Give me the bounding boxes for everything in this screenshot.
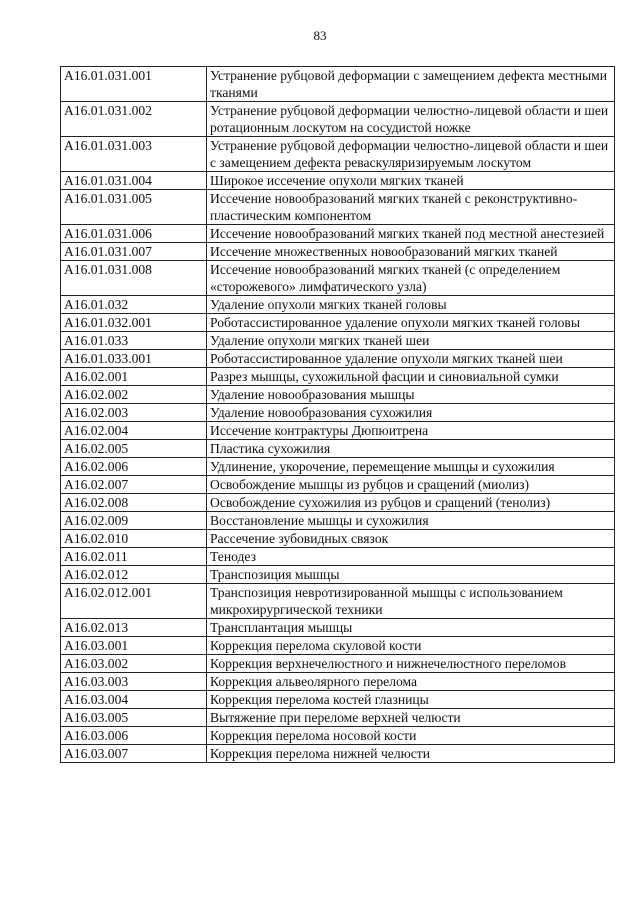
procedure-name: Коррекция перелома носовой кости (207, 727, 615, 745)
procedure-code: A16.02.001 (61, 368, 207, 386)
procedure-code: A16.02.010 (61, 530, 207, 548)
procedure-name: Удаление опухоли мягких тканей головы (207, 296, 615, 314)
procedure-name: Восстановление мышцы и сухожилия (207, 512, 615, 530)
procedure-code: A16.03.001 (61, 637, 207, 655)
table-row (61, 314, 615, 332)
procedure-code: A16.01.031.006 (61, 225, 207, 243)
procedure-name: Иссечение множественных новообразований мягких тканей (207, 243, 615, 261)
procedure-code: A16.02.011 (61, 548, 207, 566)
table-row (61, 476, 615, 494)
procedure-code: A16.02.009 (61, 512, 207, 530)
procedure-code: A16.02.008 (61, 494, 207, 512)
procedure-code: A16.03.003 (61, 673, 207, 691)
table-row (61, 404, 615, 422)
table-row (61, 548, 615, 566)
procedure-code: A16.01.032 (61, 296, 207, 314)
procedure-name: Освобождение сухожилия из рубцов и сращений (тенолиз) (207, 494, 615, 512)
procedure-name: Иссечение новообразований мягких тканей с реконструктивно-пластическим компонентом (207, 190, 615, 225)
procedure-codes-table (60, 66, 615, 763)
procedure-name: Тенодез (207, 548, 615, 566)
procedure-code: A16.03.006 (61, 727, 207, 745)
procedure-name: Широкое иссечение опухоли мягких тканей (207, 172, 615, 190)
procedure-name: Коррекция перелома костей глазницы (207, 691, 615, 709)
procedure-name: Разрез мышцы, сухожильной фасции и синовиальной сумки (207, 368, 615, 386)
procedure-name: Трансплантация мышцы (207, 619, 615, 637)
table-row (61, 440, 615, 458)
page-number: 83 (313, 28, 327, 43)
table-row (61, 673, 615, 691)
table-row (61, 691, 615, 709)
procedure-code: A16.02.006 (61, 458, 207, 476)
table-row (61, 190, 615, 225)
procedure-name: Транспозиция невротизированной мышцы с использованием микрохирургической техники (207, 584, 615, 619)
procedure-code: A16.02.003 (61, 404, 207, 422)
procedure-code: A16.02.013 (61, 619, 207, 637)
procedure-code: A16.01.031.007 (61, 243, 207, 261)
table-row (61, 458, 615, 476)
procedure-code: A16.01.031.008 (61, 261, 207, 296)
procedure-code: A16.02.012 (61, 566, 207, 584)
table-row (61, 619, 615, 637)
procedure-code: A16.03.002 (61, 655, 207, 673)
procedure-code: A16.01.031.002 (61, 102, 207, 137)
procedure-name: Удаление новообразования сухожилия (207, 404, 615, 422)
procedure-name: Иссечение контрактуры Дюпюитрена (207, 422, 615, 440)
procedure-code: A16.02.004 (61, 422, 207, 440)
procedure-name: Коррекция альвеолярного перелома (207, 673, 615, 691)
procedure-code: A16.01.032.001 (61, 314, 207, 332)
table-row (61, 350, 615, 368)
procedure-code: A16.02.002 (61, 386, 207, 404)
table-row (61, 386, 615, 404)
procedure-code: A16.01.031.001 (61, 67, 207, 102)
procedure-code: A16.03.005 (61, 709, 207, 727)
table-row (61, 137, 615, 172)
procedure-code: A16.03.007 (61, 745, 207, 763)
procedure-name: Транспозиция мышцы (207, 566, 615, 584)
procedure-name: Удаление новообразования мышцы (207, 386, 615, 404)
table-row (61, 422, 615, 440)
procedure-name: Коррекция перелома нижней челюсти (207, 745, 615, 763)
table-row (61, 566, 615, 584)
procedure-name: Рассечение зубовидных связок (207, 530, 615, 548)
table-row (61, 727, 615, 745)
procedure-name: Устранение рубцовой деформации челюстно-лицевой области и шеи с замещением дефекта реваскуляризируемым лоскутом (207, 137, 615, 172)
procedure-name: Удаление опухоли мягких тканей шеи (207, 332, 615, 350)
table-row (61, 102, 615, 137)
procedure-name: Роботассистированное удаление опухоли мягких тканей головы (207, 314, 615, 332)
procedure-code: A16.02.007 (61, 476, 207, 494)
procedure-code: A16.01.031.004 (61, 172, 207, 190)
table-row (61, 584, 615, 619)
table-row (61, 530, 615, 548)
procedure-name: Устранение рубцовой деформации челюстно-лицевой области и шеи ротационным лоскутом на сосудистой ножке (207, 102, 615, 137)
table-row (61, 296, 615, 314)
procedure-name: Вытяжение при переломе верхней челюсти (207, 709, 615, 727)
procedure-name: Коррекция перелома скуловой кости (207, 637, 615, 655)
procedure-name: Иссечение новообразований мягких тканей под местной анестезией (207, 225, 615, 243)
table-row (61, 745, 615, 763)
table-row (61, 637, 615, 655)
table-row (61, 368, 615, 386)
table-row (61, 709, 615, 727)
procedure-name: Удлинение, укорочение, перемещение мышцы и сухожилия (207, 458, 615, 476)
procedure-code: A16.03.004 (61, 691, 207, 709)
table-row (61, 512, 615, 530)
procedure-code: A16.02.012.001 (61, 584, 207, 619)
table-row (61, 225, 615, 243)
table-row (61, 655, 615, 673)
procedure-code: A16.01.031.005 (61, 190, 207, 225)
procedure-name: Коррекция верхнечелюстного и нижнечелюстного переломов (207, 655, 615, 673)
procedure-code: A16.02.005 (61, 440, 207, 458)
procedure-code: A16.01.033.001 (61, 350, 207, 368)
procedure-name: Роботассистированное удаление опухоли мягких тканей шеи (207, 350, 615, 368)
procedure-name: Иссечение новообразований мягких тканей (с определением «сторожевого» лимфатического узла) (207, 261, 615, 296)
table-row (61, 172, 615, 190)
table-row (61, 261, 615, 296)
table-row (61, 67, 615, 102)
procedure-name: Устранение рубцовой деформации с замещением дефекта местными тканями (207, 67, 615, 102)
procedure-name: Освобождение мышцы из рубцов и сращений (миолиз) (207, 476, 615, 494)
table-body (61, 67, 615, 763)
procedure-code: A16.01.031.003 (61, 137, 207, 172)
table-row (61, 494, 615, 512)
procedure-name: Пластика сухожилия (207, 440, 615, 458)
table-row (61, 332, 615, 350)
table-row (61, 243, 615, 261)
procedure-code: A16.01.033 (61, 332, 207, 350)
